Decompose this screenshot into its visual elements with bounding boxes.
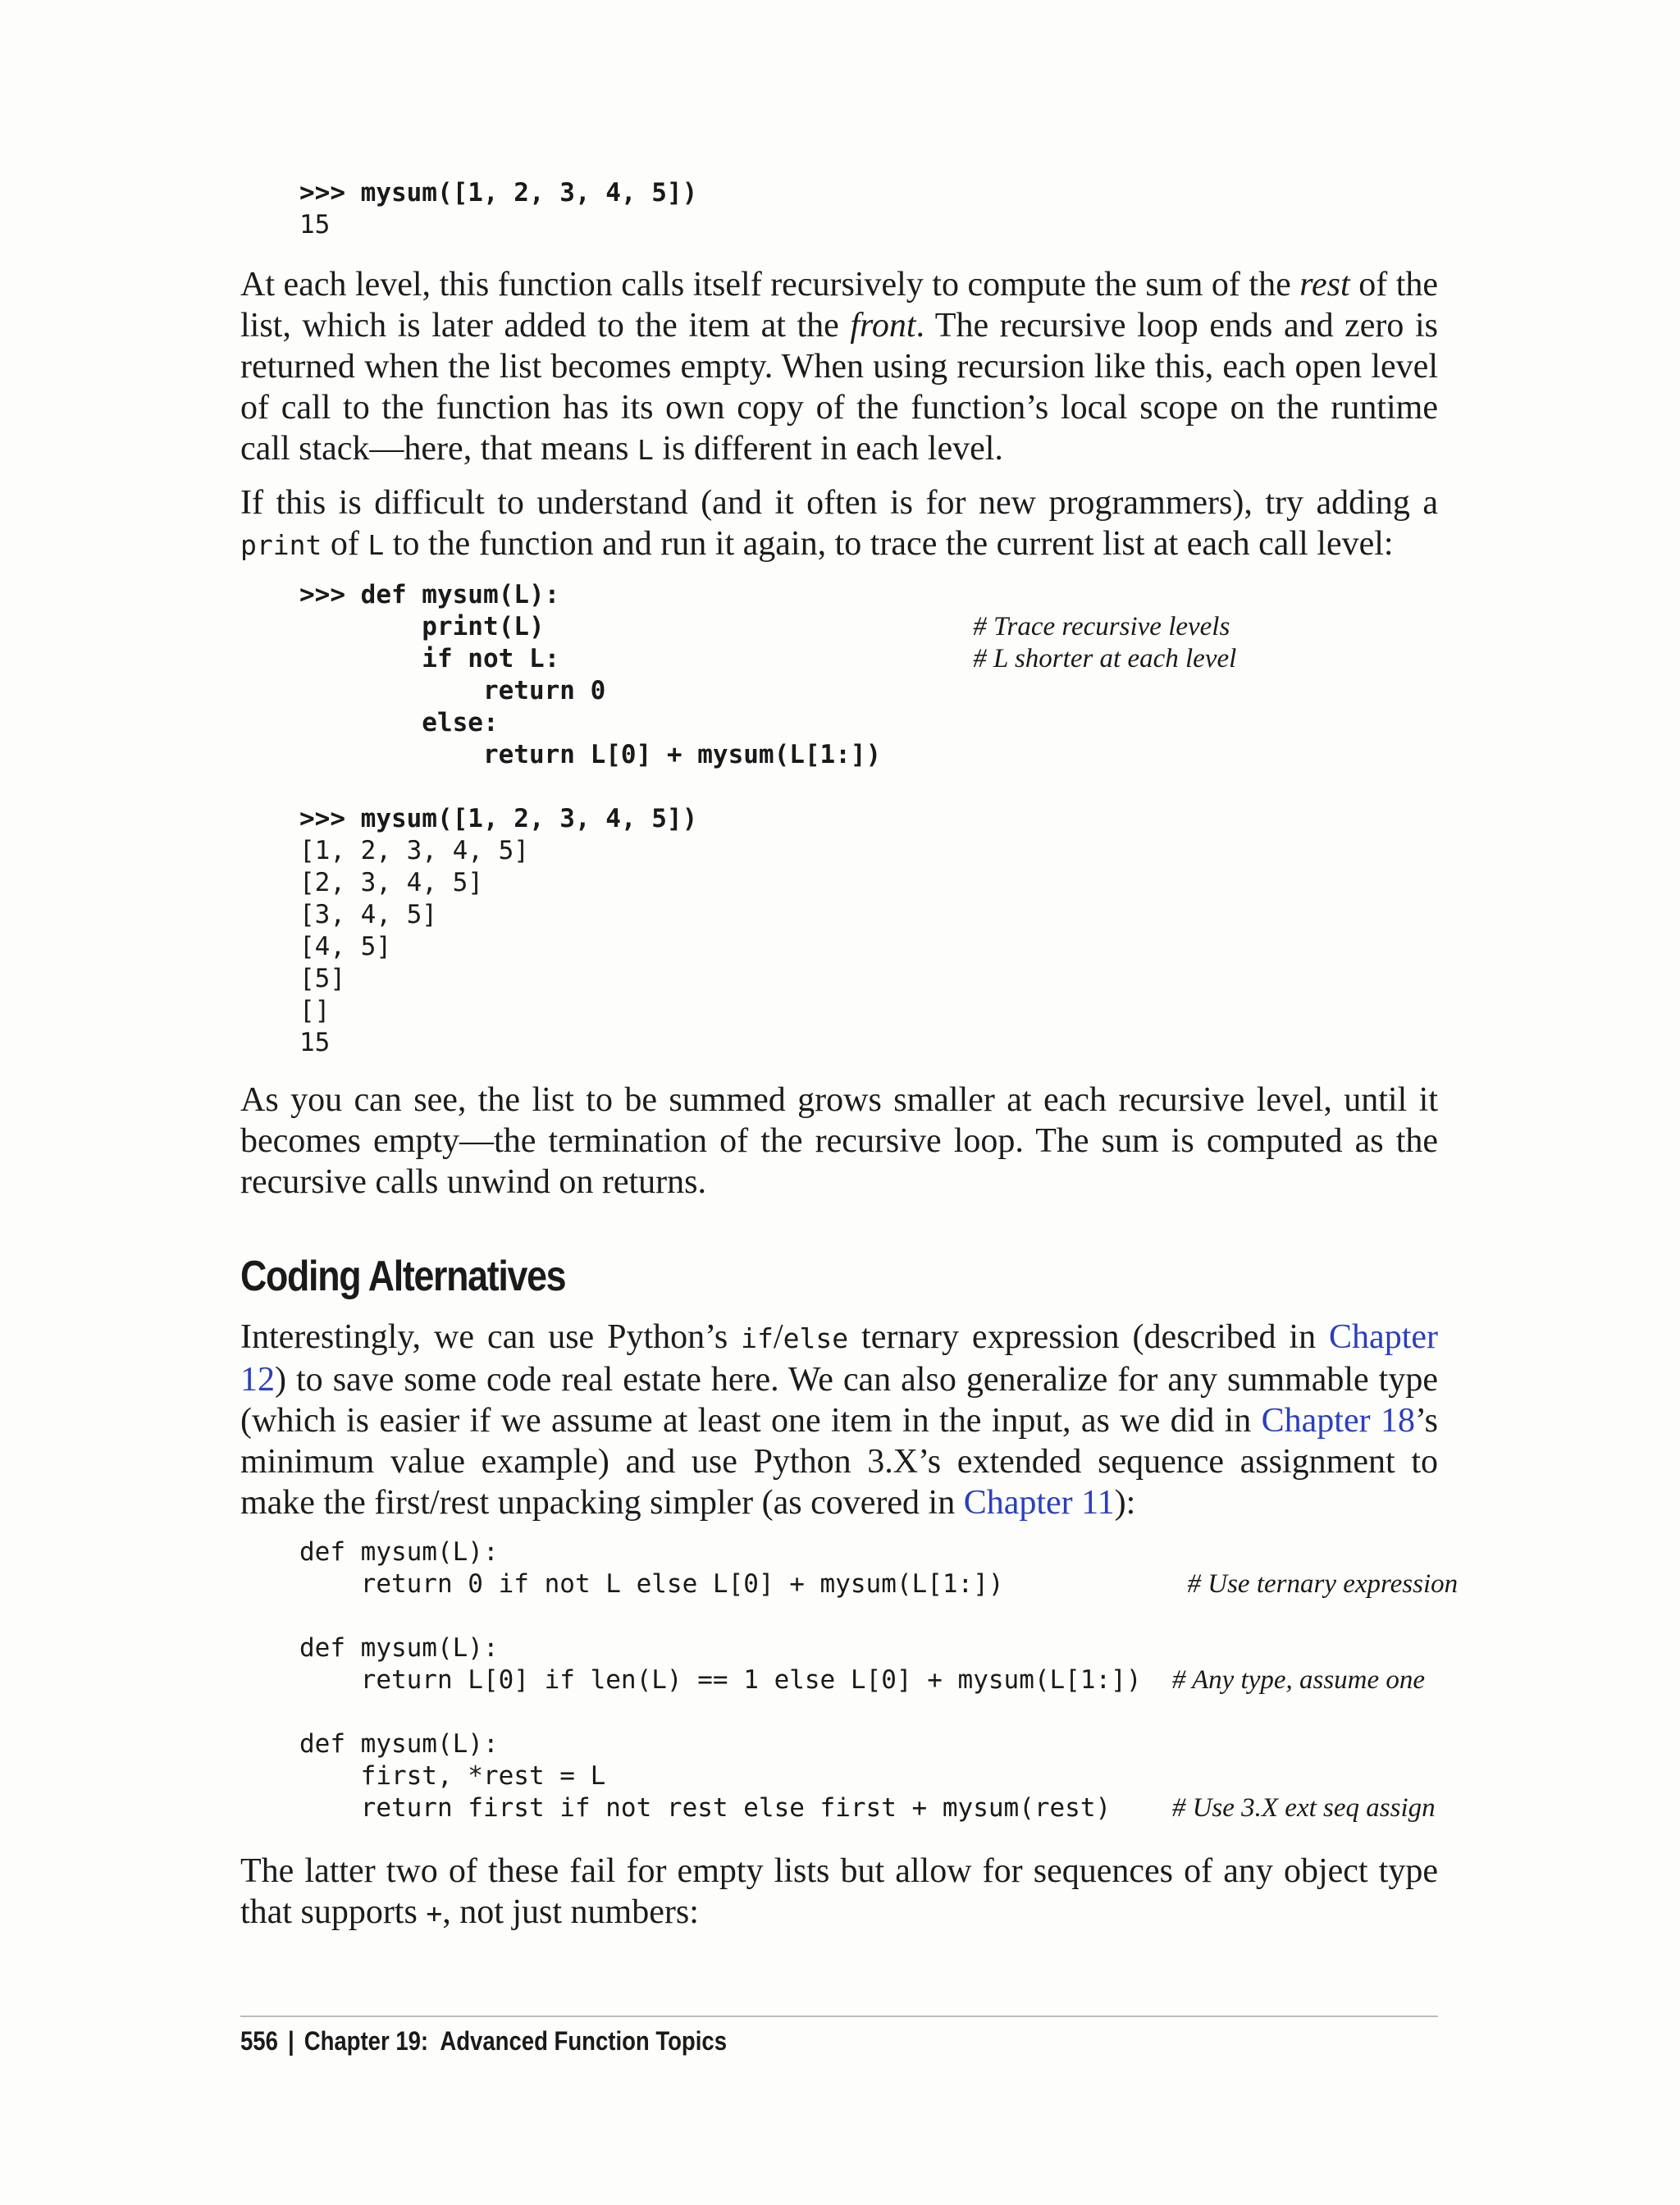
link-chapter-11[interactable]: Chapter 11 <box>963 1484 1115 1522</box>
code-block-alternatives <box>299 1536 1458 1824</box>
code-line: def mysum(L): <box>299 1729 499 1759</box>
text-run: ’s minimum value example) and use Python 3.X’s extended sequence assignment to make the first/rest unpacking simpler (as covered in <box>240 1402 1438 1522</box>
code-block-trace <box>299 579 1236 1059</box>
text-run: of <box>322 525 368 563</box>
text-run: / <box>773 1318 783 1356</box>
code-line: if not L: <box>299 644 560 673</box>
code-line: >>> mysum([1, 2, 3, 4, 5]) <box>299 804 698 833</box>
text-run: ) to save some code real estate here. We can also generalize for any summable type (which is easier if we assume at least one item in the input, as we did in <box>240 1361 1438 1440</box>
code-line: return L[0] if len(L) == 1 else L[0] + mysum(L[1:]) <box>299 1665 1142 1695</box>
section-heading: Coding Alternatives <box>240 1253 566 1300</box>
paragraph-recursion-explanation <box>240 264 1438 471</box>
code-comment: # Any type, assume one <box>1171 1665 1426 1695</box>
text-run: is different in each level. <box>653 430 1003 468</box>
code-line: return first if not rest else first + mysum(rest) <box>299 1793 1112 1823</box>
text-run: The latter two of these fail for empty lists but allow for sequences of any object type that supports <box>240 1852 1438 1931</box>
inline-code: else <box>783 1322 849 1354</box>
code-line: first, *rest = L <box>299 1761 606 1791</box>
inline-code: if <box>741 1322 774 1354</box>
paragraph-summary: As you can see, the list to be summed grows smaller at each recursive level, until it becomes empty—the termination of the recursive loop. The sum is computed as the recursive calls unwind on returns. <box>240 1081 1438 1201</box>
footer-divider <box>240 2016 1438 2017</box>
code-line: def mysum(L): <box>299 1633 499 1663</box>
page-number: 556 <box>240 2026 278 2056</box>
text-run: If this is difficult to understand (and it often is for new programmers), try adding a <box>240 484 1438 522</box>
text-run: . The recursive loop ends and zero is returned when the list becomes empty. When using recursion like this, each open level of call to the function has its own copy of the function’s local scope on the runtime call stack—here, that means <box>240 307 1439 468</box>
code-comment: # L shorter at each level <box>973 644 1237 673</box>
code-line: [1, 2, 3, 4, 5] <box>299 836 529 865</box>
emphasis: rest <box>1299 266 1350 304</box>
inline-code: + <box>426 1897 443 1929</box>
code-line: 15 <box>299 210 331 240</box>
code-line: return L[0] + mysum(L[1:]) <box>299 740 882 769</box>
code-line: 15 <box>299 1028 331 1057</box>
emphasis: front <box>850 307 916 345</box>
text-run: At each level, this function calls itself recursively to compute the sum of the <box>240 266 1300 304</box>
code-block-output <box>299 177 697 241</box>
code-line: [3, 4, 5] <box>299 900 437 929</box>
code-line: >>> def mysum(L): <box>299 580 560 609</box>
code-line: def mysum(L): <box>299 1537 499 1567</box>
text-run: , not just numbers: <box>442 1893 699 1931</box>
code-line: [5] <box>299 964 345 993</box>
chapter-title: Chapter 19: Advanced Function Topics <box>304 2026 727 2056</box>
code-comment: # Use ternary expression <box>1187 1569 1459 1599</box>
code-line: >>> mysum([1, 2, 3, 4, 5]) <box>299 178 698 208</box>
code-line: [4, 5] <box>299 932 391 961</box>
code-line: print(L) <box>299 612 545 641</box>
page-footer <box>240 2026 727 2057</box>
code-line: else: <box>299 708 499 737</box>
inline-code: L <box>637 434 654 466</box>
text-run: of the list, which is later added to the item at the <box>240 266 1438 345</box>
inline-code: L <box>368 529 385 561</box>
paragraph-alternatives <box>240 1317 1438 1523</box>
code-line: return 0 <box>299 676 606 705</box>
inline-code: print <box>240 529 322 561</box>
text-run: Interestingly, we can use Python’s <box>240 1318 742 1356</box>
code-line: [] <box>299 996 331 1025</box>
code-line: return 0 if not L else L[0] + mysum(L[1:]) <box>299 1569 1004 1599</box>
link-chapter-12[interactable]: Chapter 12 <box>240 1318 1438 1399</box>
text-run: to the function and run it again, to trace the current list at each call level: <box>384 525 1394 563</box>
code-comment: # Use 3.X ext seq assign <box>1171 1793 1436 1823</box>
paragraph-latter-two <box>240 1851 1438 1934</box>
code-comment: # Trace recursive levels <box>973 612 1230 641</box>
text-run: ): <box>1114 1484 1136 1522</box>
link-chapter-18[interactable]: Chapter 18 <box>1261 1402 1415 1440</box>
footer-separator: | <box>287 2026 294 2056</box>
code-line: [2, 3, 4, 5] <box>299 868 483 897</box>
text-run: ternary expression (described in <box>848 1318 1330 1356</box>
paragraph-trace-tip <box>240 482 1438 566</box>
